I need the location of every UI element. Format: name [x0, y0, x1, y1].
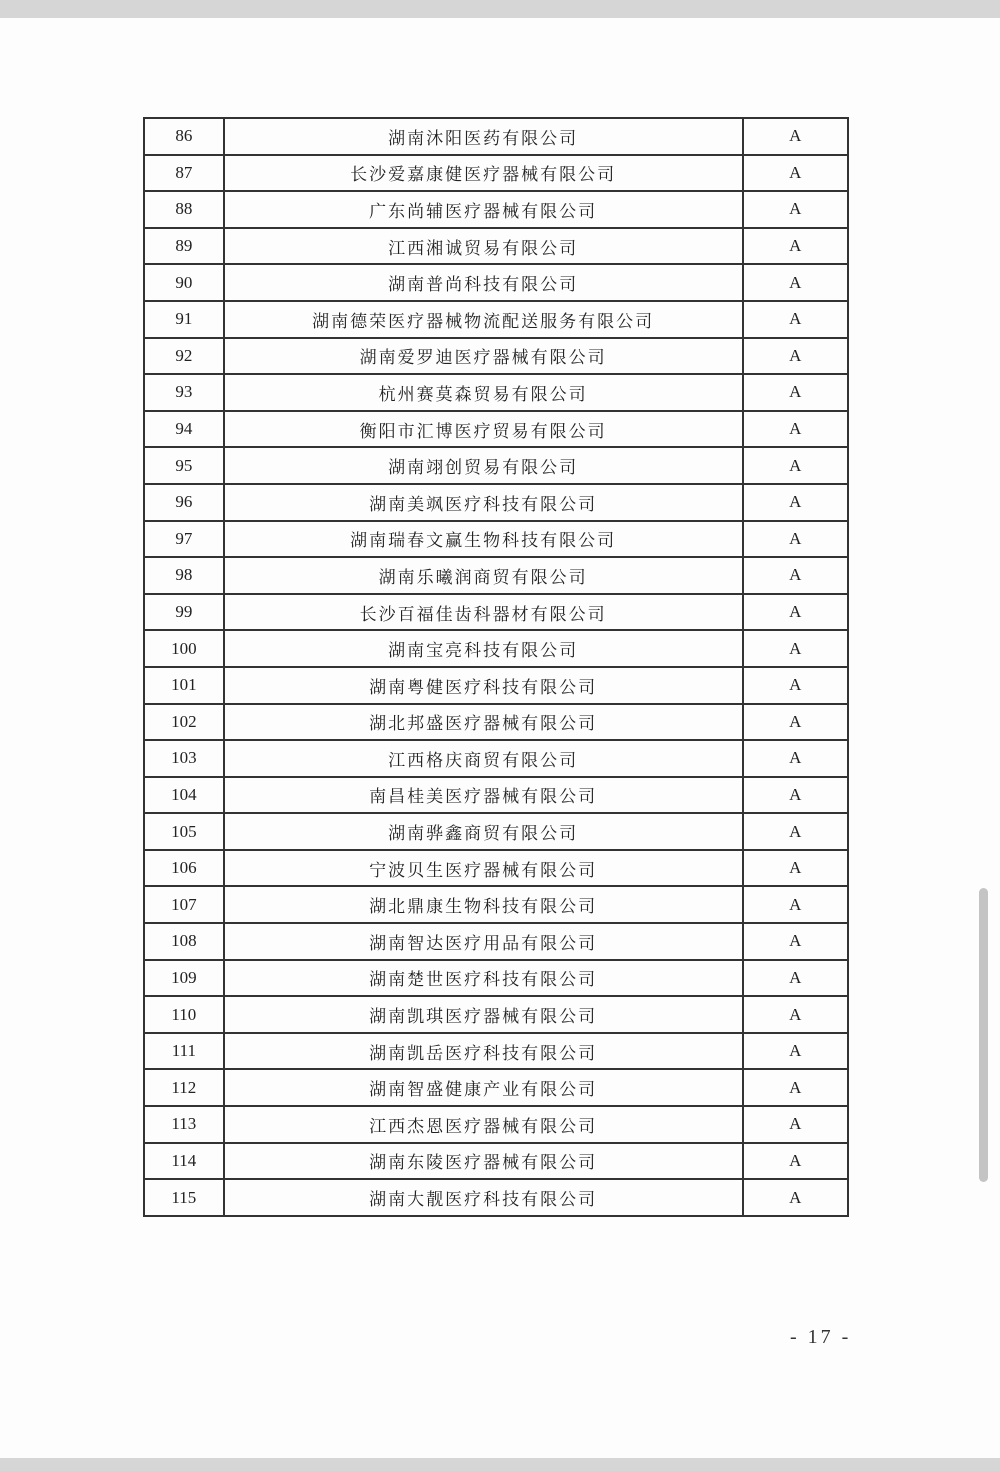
top-edge-bar: [0, 0, 1000, 18]
table-row: [144, 557, 848, 594]
row-number: 98: [144, 557, 224, 594]
company-name: 湖南凯琪医疗器械有限公司: [224, 996, 743, 1033]
grade: A: [743, 484, 848, 521]
row-number: 94: [144, 411, 224, 448]
row-number: 93: [144, 374, 224, 411]
grade: A: [743, 813, 848, 850]
company-name: 广东尚辅医疗器械有限公司: [224, 191, 743, 228]
table-row: [144, 960, 848, 997]
grade: A: [743, 191, 848, 228]
row-number: 108: [144, 923, 224, 960]
row-number: 110: [144, 996, 224, 1033]
company-name: 湖南爱罗迪医疗器械有限公司: [224, 338, 743, 375]
table-row: [144, 338, 848, 375]
company-name: 湖南智达医疗用品有限公司: [224, 923, 743, 960]
table-row: [144, 1106, 848, 1143]
table-row: [144, 740, 848, 777]
company-name: 湖南东陵医疗器械有限公司: [224, 1143, 743, 1180]
table-body: [144, 118, 848, 1216]
grade: A: [743, 447, 848, 484]
row-number: 90: [144, 264, 224, 301]
grade: A: [743, 886, 848, 923]
company-name: 南昌桂美医疗器械有限公司: [224, 777, 743, 814]
company-name: 长沙百福佳齿科器材有限公司: [224, 594, 743, 631]
scrollbar-thumb[interactable]: [979, 888, 988, 1182]
grade: A: [743, 996, 848, 1033]
grade: A: [743, 1106, 848, 1143]
table-row: [144, 447, 848, 484]
grade: A: [743, 264, 848, 301]
row-number: 95: [144, 447, 224, 484]
table-row: [144, 301, 848, 338]
company-name: 湖南沐阳医药有限公司: [224, 118, 743, 155]
table-row: [144, 1143, 848, 1180]
grade: A: [743, 1179, 848, 1216]
row-number: 112: [144, 1069, 224, 1106]
bottom-edge-bar: [0, 1458, 1000, 1471]
row-number: 92: [144, 338, 224, 375]
table-row: [144, 704, 848, 741]
row-number: 115: [144, 1179, 224, 1216]
table-row: [144, 594, 848, 631]
table-row: [144, 484, 848, 521]
row-number: 105: [144, 813, 224, 850]
company-name: 江西湘诚贸易有限公司: [224, 228, 743, 265]
grade: A: [743, 228, 848, 265]
table-row: [144, 521, 848, 558]
row-number: 97: [144, 521, 224, 558]
company-name: 湖南凯岳医疗科技有限公司: [224, 1033, 743, 1070]
grade: A: [743, 1143, 848, 1180]
table-row: [144, 850, 848, 887]
table-row: [144, 155, 848, 192]
company-name: 湖南翊创贸易有限公司: [224, 447, 743, 484]
company-name: 湖北邦盛医疗器械有限公司: [224, 704, 743, 741]
company-name: 江西格庆商贸有限公司: [224, 740, 743, 777]
company-name: 湖南瑞春文赢生物科技有限公司: [224, 521, 743, 558]
row-number: 113: [144, 1106, 224, 1143]
company-name: 湖南大靓医疗科技有限公司: [224, 1179, 743, 1216]
company-name: 湖南宝亮科技有限公司: [224, 630, 743, 667]
table-row: [144, 264, 848, 301]
row-number: 86: [144, 118, 224, 155]
grade: A: [743, 704, 848, 741]
table-row: [144, 374, 848, 411]
table-row: [144, 996, 848, 1033]
table-row: [144, 667, 848, 704]
table-row: [144, 191, 848, 228]
row-number: 96: [144, 484, 224, 521]
company-name: 湖南楚世医疗科技有限公司: [224, 960, 743, 997]
table-row: [144, 411, 848, 448]
grade: A: [743, 557, 848, 594]
row-number: 103: [144, 740, 224, 777]
row-number: 100: [144, 630, 224, 667]
grade: A: [743, 521, 848, 558]
grade: A: [743, 374, 848, 411]
grade: A: [743, 155, 848, 192]
grade: A: [743, 301, 848, 338]
company-name: 长沙爱嘉康健医疗器械有限公司: [224, 155, 743, 192]
grade: A: [743, 630, 848, 667]
table-row: [144, 777, 848, 814]
row-number: 99: [144, 594, 224, 631]
grade: A: [743, 338, 848, 375]
company-name: 湖南骅鑫商贸有限公司: [224, 813, 743, 850]
row-number: 91: [144, 301, 224, 338]
company-name: 湖南美飒医疗科技有限公司: [224, 484, 743, 521]
company-name: 杭州赛莫森贸易有限公司: [224, 374, 743, 411]
row-number: 89: [144, 228, 224, 265]
table-row: [144, 1033, 848, 1070]
row-number: 87: [144, 155, 224, 192]
company-name: 江西杰恩医疗器械有限公司: [224, 1106, 743, 1143]
company-name: 湖北鼎康生物科技有限公司: [224, 886, 743, 923]
grade: A: [743, 1069, 848, 1106]
company-grade-table: [143, 117, 849, 1217]
grade: A: [743, 118, 848, 155]
row-number: 101: [144, 667, 224, 704]
row-number: 114: [144, 1143, 224, 1180]
table-row: [144, 886, 848, 923]
row-number: 111: [144, 1033, 224, 1070]
row-number: 106: [144, 850, 224, 887]
row-number: 102: [144, 704, 224, 741]
grade: A: [743, 923, 848, 960]
table-row: [144, 923, 848, 960]
company-name: 湖南普尚科技有限公司: [224, 264, 743, 301]
grade: A: [743, 411, 848, 448]
company-name: 湖南德荣医疗器械物流配送服务有限公司: [224, 301, 743, 338]
company-name: 宁波贝生医疗器械有限公司: [224, 850, 743, 887]
table-row: [144, 813, 848, 850]
row-number: 109: [144, 960, 224, 997]
row-number: 104: [144, 777, 224, 814]
grade: A: [743, 850, 848, 887]
row-number: 107: [144, 886, 224, 923]
table-row: [144, 118, 848, 155]
table-row: [144, 1069, 848, 1106]
grade: A: [743, 740, 848, 777]
company-name: 湖南智盛健康产业有限公司: [224, 1069, 743, 1106]
grade: A: [743, 960, 848, 997]
table-row: [144, 1179, 848, 1216]
grade: A: [743, 777, 848, 814]
company-name: 衡阳市汇博医疗贸易有限公司: [224, 411, 743, 448]
table-row: [144, 228, 848, 265]
company-name: 湖南乐曦润商贸有限公司: [224, 557, 743, 594]
grade: A: [743, 667, 848, 704]
grade: A: [743, 594, 848, 631]
table-row: [144, 630, 848, 667]
row-number: 88: [144, 191, 224, 228]
grade: A: [743, 1033, 848, 1070]
page-number: - 17 -: [790, 1326, 852, 1348]
company-name: 湖南粤健医疗科技有限公司: [224, 667, 743, 704]
